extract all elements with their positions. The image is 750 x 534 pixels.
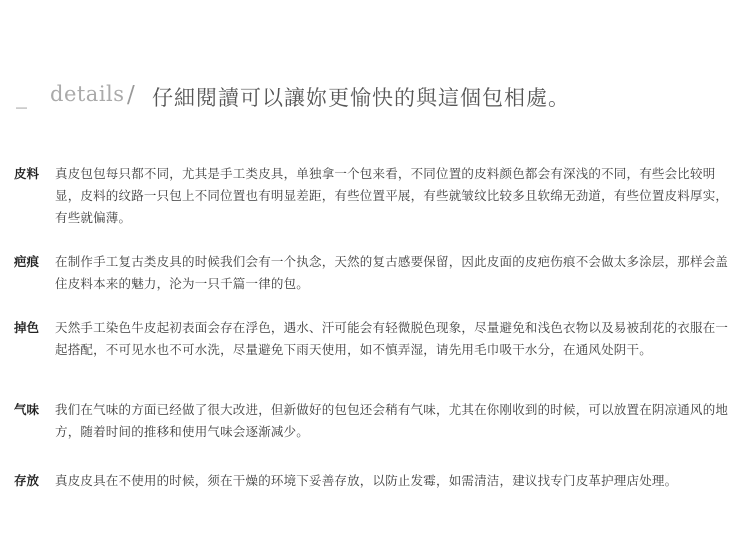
- section-storage: [14, 470, 736, 492]
- header-details-word: details: [50, 82, 125, 106]
- header-slash: /: [127, 82, 135, 108]
- care-sections: [14, 163, 736, 492]
- section-label: 掉色: [14, 320, 40, 335]
- section-scars: [14, 251, 736, 317]
- section-leather: [14, 163, 736, 251]
- section-color-fading: [14, 317, 736, 399]
- section-text: 我们在气味的方面已经做了很大改进，但新做好的包包还会稍有气味，尤其在你刚收到的时候，可以放置在阴凉通风的地方，随着时间的推移和使用气味会逐渐减少。: [55, 402, 729, 439]
- section-label: 疤痕: [14, 254, 40, 269]
- section-odor: [14, 399, 736, 470]
- section-text: 真皮包包每只都不同，尤其是手工类皮具，单独拿一个包来看，不同位置的皮料颜色都会有深浅的不同，有些会比较明显，皮料的纹路一只包上不同位置也有明显差距，有些位置平展，有些就皱纹比较多且软绵无劲道，有些位置皮料厚实，有些就偏薄。: [55, 166, 729, 225]
- section-label: 皮料: [14, 166, 40, 181]
- header-tagline: 仔細閱讀可以讓妳更愉快的與這個包相處。: [152, 86, 570, 110]
- section-text: 天然手工染色牛皮起初表面会存在浮色，遇水、汗可能会有轻微脱色现象，尽量避免和浅色衣物以及易被刮花的衣服在一起搭配，不可见水也不可水洗，尽量避免下雨天使用，如不慎弄湿，请先用毛巾吸干水分，在通风处阴干。: [55, 320, 729, 357]
- section-label: 气味: [14, 402, 40, 417]
- section-label: 存放: [14, 473, 40, 488]
- section-text: 在制作手工复古类皮具的时候我们会有一个执念，天然的复古感要保留，因此皮面的皮疤伤痕不会做太多涂层，那样会盖住皮料本来的魅力，沦为一只千篇一律的包。: [55, 254, 729, 291]
- section-text: 真皮皮具在不使用的时候，须在干燥的环境下妥善存放，以防止发霉，如需清洁，建议找专门皮革护理店处理。: [55, 473, 678, 488]
- header-dash: _: [16, 84, 27, 109]
- details-header: [14, 78, 734, 118]
